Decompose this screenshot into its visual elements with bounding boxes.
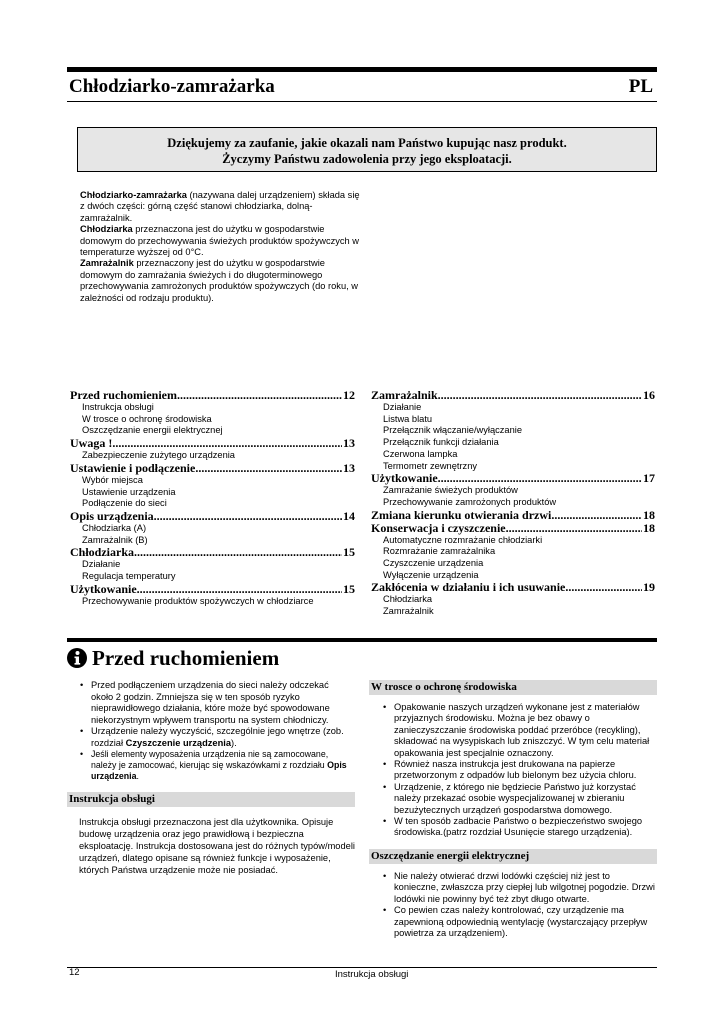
thanks-line-1: Dziękujemy za zaufanie, jakie okazali nam Państwo kupując nasz produkt. [167, 136, 567, 150]
intro-paragraph: Chłodziarko-zamrażarka (nazywana dalej urządzeniem) składa się z dwóch części: górną część stanowi chłodziarka, dolną-zamrażalnik. [80, 190, 360, 223]
toc-entry-title: Konserwacja i czyszczenie [371, 520, 506, 535]
toc-leader-dots [195, 462, 342, 475]
info-icon [67, 648, 87, 668]
toc-entry-title: Uwaga ! [70, 436, 113, 451]
thanks-line-2: Życzymy Państwu zadowolenia przy jego eksploatacji. [222, 152, 512, 166]
toc-subitem: Regulacja temperatury [82, 571, 176, 582]
toc-entry-page: 17 [643, 471, 655, 486]
toc-entry-title: Zamrażalnik [371, 388, 438, 402]
footer-rule [67, 967, 657, 968]
toc-leader-dots [134, 546, 342, 559]
toc-entry [70, 389, 355, 402]
toc-entry [371, 522, 655, 535]
toc-entry [371, 389, 655, 402]
toc-subitem: Oszczędzanie energii elektrycznej [82, 425, 223, 436]
toc-entry-title: Zakłócenia w działaniu i ich usuwanie [371, 580, 566, 595]
toc-entry-page: 15 [343, 581, 355, 596]
toc-entry-page: 13 [343, 436, 355, 451]
toc-entry-page: 16 [643, 388, 655, 402]
section-heading [67, 645, 279, 671]
language-code: PL [628, 76, 653, 97]
toc-subitem: Zamrażalnik (B) [82, 534, 148, 545]
toc-entry-page: 14 [343, 508, 355, 523]
intro-paragraph: Zamrażalnik przeznaczony jest do użytku w gospodarstwie domowym do zamrażania świeżych i do długoterminowego przechowywania zamrożonych produktów spożywczych (do roku, w zależności od rodzaju produktu). [80, 258, 358, 303]
toc-entry-title: Przed ruchomieniem [70, 388, 177, 402]
toc-leader-dots [438, 389, 642, 402]
thank-you-box [77, 127, 657, 172]
toc-subitem: Działanie [82, 559, 121, 570]
env-list [380, 702, 656, 839]
toc-subitem: Czerwona lampka [383, 448, 458, 459]
toc-subitem: Chłodziarka (A) [82, 522, 147, 533]
list-item: • W ten sposób zadbacie Państwo o bezpieczeństwo swojego środowiska.(patrz rozdział Usunięcie starego urządzenia). [394, 816, 656, 839]
header-rule [67, 101, 657, 102]
list-item: • Urządzenie, z którego nie będziecie Państwo już korzystać należy przekazać osobie wyspecjalizowanej w zbieraniu bezużytecznych urządzeń gospodarstwa domowego. [394, 782, 656, 816]
list-item: • Co pewien czas należy kontrolować, czy urządzenie ma zapewnioną odpowiednią wentylację (wystarczający przepływ powietrza za urządzeniem). [394, 905, 656, 939]
toc-entry [70, 546, 355, 559]
toc-entry-page: 19 [643, 580, 655, 595]
toc-right-column [371, 389, 655, 618]
toc-leader-dots [506, 522, 642, 535]
toc-subitem: Wybór miejsca [82, 474, 143, 485]
toc-subitem: Zamrażanie świeżych produktów [383, 485, 518, 496]
intro-text [80, 190, 360, 304]
page-header [67, 74, 657, 100]
header-top-bar [67, 67, 657, 72]
toc-entry [371, 472, 655, 485]
toc-entry-page: 15 [343, 545, 355, 560]
toc-entry-title: Użytkowanie [70, 581, 137, 596]
toc-entry [70, 583, 355, 596]
toc-subitem: W trosce o ochronę środowiska [82, 413, 212, 424]
toc-leader-dots [177, 389, 342, 402]
toc-entry [70, 462, 355, 475]
toc-entry [371, 581, 655, 594]
toc-entry [371, 509, 655, 522]
toc-entry-title: Zmiana kierunku otwierania drzwi [371, 507, 552, 522]
toc-subitem: Przełącznik włączanie/wyłączanie [383, 425, 522, 436]
toc-subitem: Zamrażalnik [383, 606, 434, 617]
list-item: • Opakowanie naszych urządzeń wykonane jest z materiałów przyjaznych środowisku. Można je bez obawy o zanieczyszczanie środowiska poddać przeróbce (recykling), składować na wysypiskach lub zniszczyć. W tym celu materiał opakowania jest specjalnie oznaczony. [394, 702, 656, 759]
toc-entry-title: Użytkowanie [371, 471, 438, 486]
toc-subitem: Listwa blatu [383, 413, 433, 424]
env-heading: W trosce o ochronę środowiska [369, 680, 657, 695]
toc-entry-page: 18 [643, 507, 655, 522]
toc-entry [70, 437, 355, 450]
instr-body: Instrukcja obsługi przeznaczona jest dla użytkownika. Opisuje budowę urządzenia oraz jego prawidłową i bezpieczna eksploatację. Instrukcja dostosowana jest do różnych typów/modeli urządzeń, dlatego opisane są również funkcje i wyposażenie, których Państwa urządzenie może nie posiadać. [79, 817, 355, 875]
toc-leader-dots [112, 437, 342, 450]
toc-subitem: Termometr zewnętrzny [383, 460, 478, 471]
toc-subitem: Przechowywanie produktów spożywczych w chłodziarce [82, 595, 314, 606]
energy-heading: Oszczędzanie energii elektrycznej [369, 849, 657, 864]
toc-entry-title: Ustawienie i podłączenie [70, 460, 196, 475]
toc-entry-page: 18 [643, 520, 655, 535]
toc-subitem: Automatyczne rozmrażanie chłodziarki [383, 534, 543, 545]
list-item: • Jeśli elementy wyposażenia urządzenia nie są zamocowane, należy je zamocować, kierując się wskazówkami z rozdziału Opis urządzenia. [91, 749, 352, 782]
toc-subitem: Przechowywanie zamrożonych produktów [383, 496, 557, 507]
toc-leader-dots [154, 510, 342, 523]
intro-paragraph: Chłodziarka przeznaczona jest do użytku w gospodarstwie domowym do przechowywania świeżych produktów spożywczych w temperaturze wyższej od 0°C. [80, 224, 360, 258]
instr-heading: Instrukcja obsługi [67, 792, 355, 807]
toc-subitem: Podłączenie do sieci [82, 498, 167, 509]
toc-subitem: Rozmrażanie zamrażalnika [383, 546, 496, 557]
toc-leader-dots [565, 581, 642, 594]
toc-entry-title: Opis urządzenia [70, 508, 154, 523]
toc-entry-title: Chłodziarka [70, 545, 135, 560]
section-rule [67, 638, 657, 642]
toc-subitem: Zabezpieczenie zużytego urządzenia [82, 450, 235, 461]
toc-leader-dots [438, 472, 642, 485]
toc-subitem: Wyłączenie urządzenia [383, 569, 479, 580]
list-item: • Urządzenie należy wyczyścić, szczególnie jego wnętrze (zob. rozdział Czyszczenie urządzenia). [91, 726, 352, 749]
toc-subitem: Działanie [383, 402, 422, 412]
toc-leader-dots [137, 583, 342, 596]
toc-left-column [70, 389, 355, 607]
toc-entry [70, 510, 355, 523]
toc-subitem: Instrukcja obsługi [82, 402, 154, 412]
toc-subitem: Chłodziarka [383, 594, 433, 605]
energy-list [380, 871, 656, 939]
list-item: • Również nasza instrukcja jest drukowana na papierze przetworzonym z odpadów lub bielonym bez użycia chloru. [394, 759, 656, 782]
page-title: Chłodziarko-zamrażarka [69, 76, 275, 97]
intro-bullets [77, 680, 352, 782]
footer-label: Instrukcja obsługi [335, 969, 409, 980]
toc-entry-page: 12 [343, 388, 355, 402]
list-item: • Nie należy otwierać drzwi lodówki częściej niż jest to konieczne, zwłaszcza przy ciepłej lub wilgotnej pogodzie. Drzwi lodówki nie powinny być też zbyt długo otwarte. [394, 871, 656, 905]
list-item: • Przed podłączeniem urządzenia do sieci należy odczekać około 2 godzin. Zmniejsza się w ten sposób ryzyko nieprawidłowego działania, które może być spowodowane niekorzystnym wpływem transportu na system chłodniczy. [91, 680, 352, 726]
page-number: 12 [69, 967, 80, 978]
toc-subitem: Przełącznik funkcji działania [383, 437, 499, 448]
toc-entry-page: 13 [343, 460, 355, 475]
toc-leader-dots [551, 509, 642, 522]
toc-subitem: Czyszczenie urządzenia [383, 558, 484, 569]
section-title: Przed ruchomieniem [92, 645, 280, 670]
toc-subitem: Ustawienie urządzenia [82, 486, 176, 497]
